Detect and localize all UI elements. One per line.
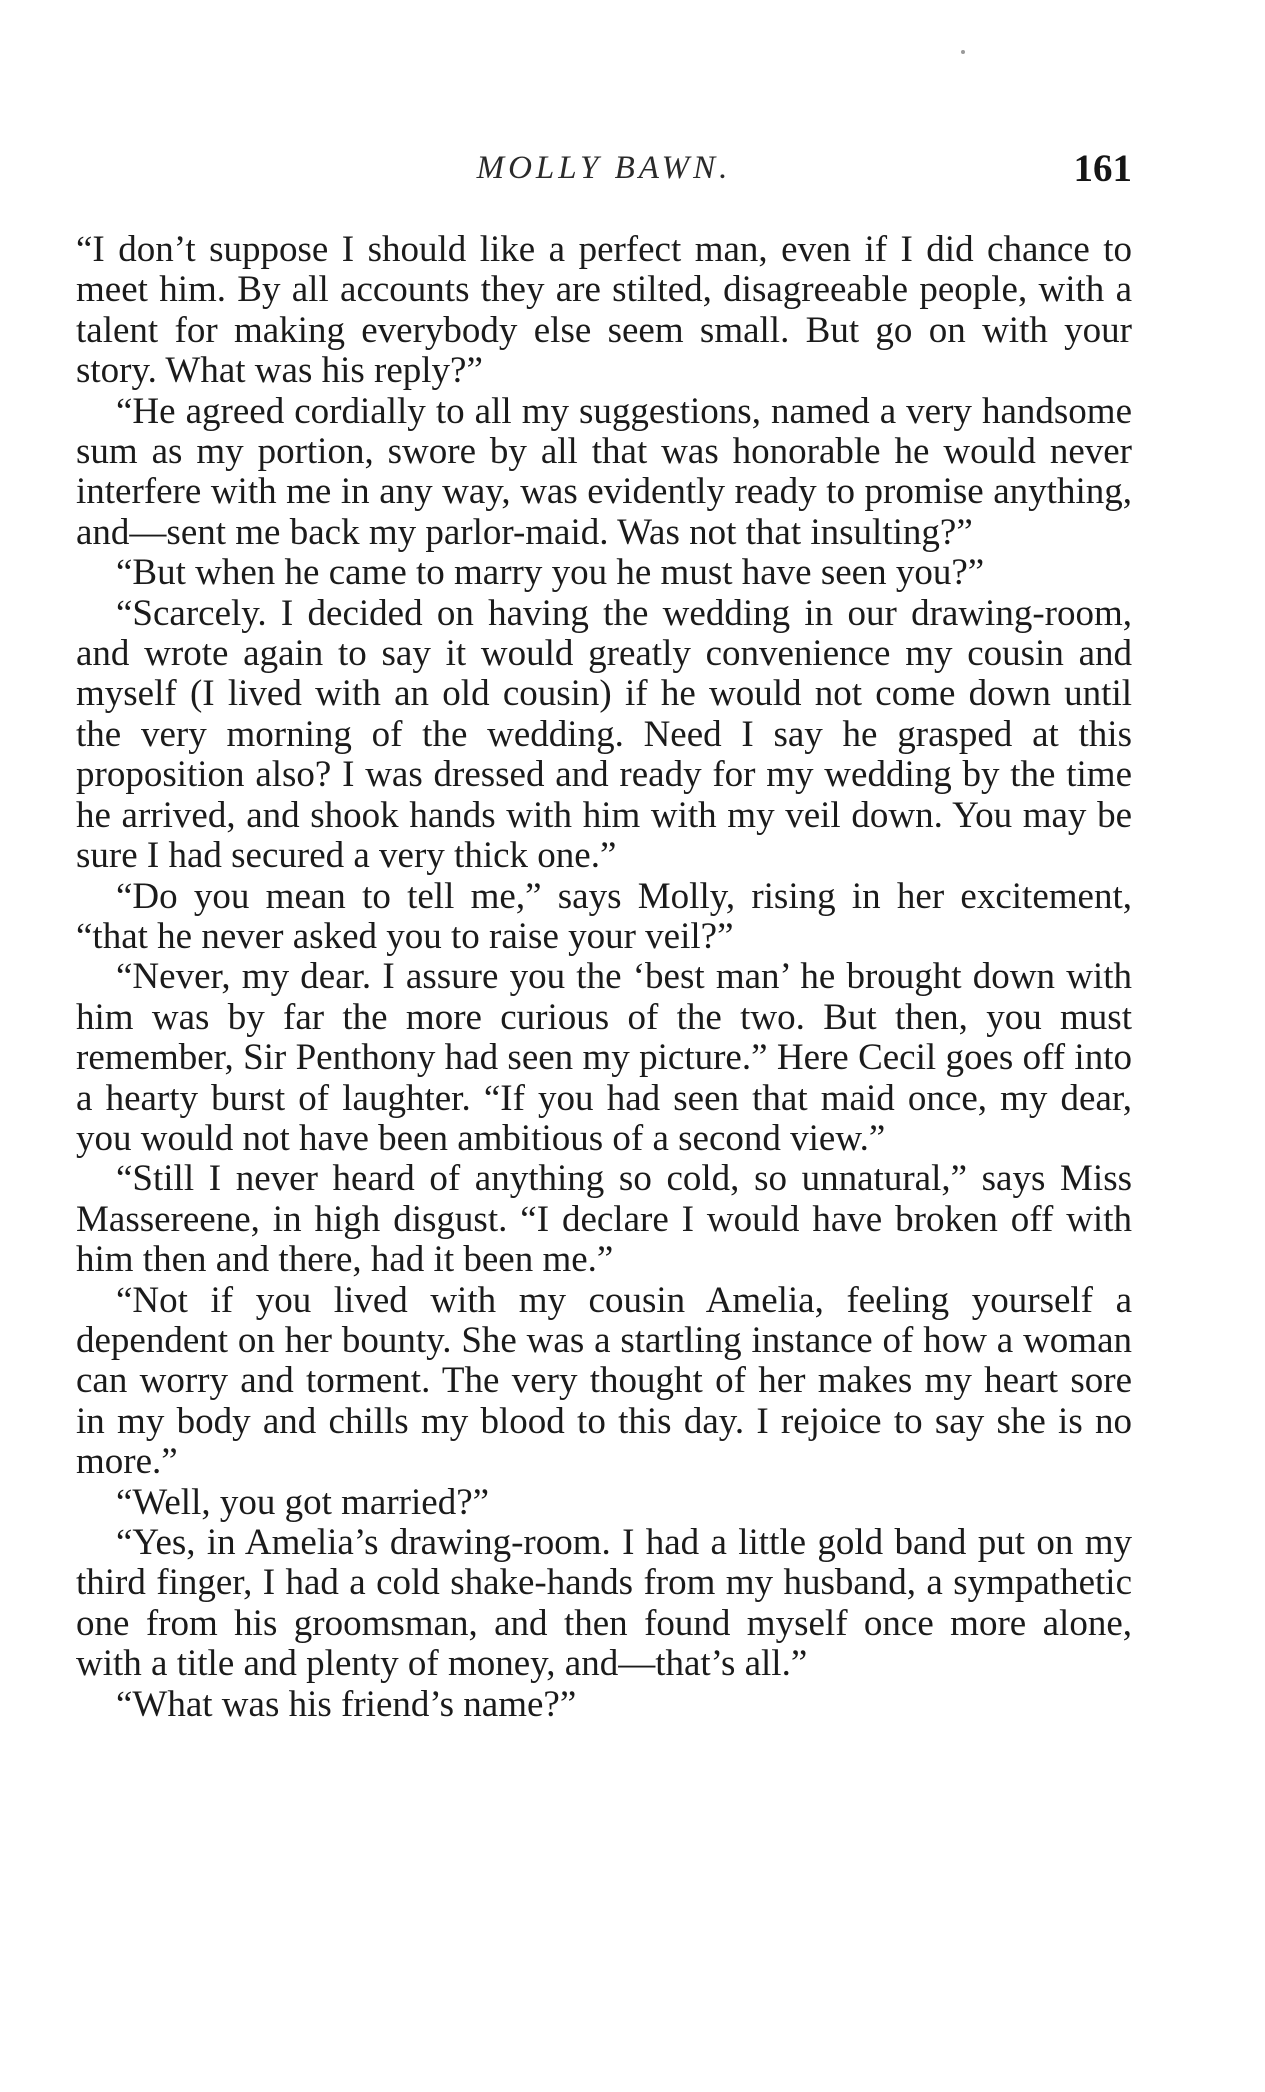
- paragraph: “I don’t suppose I should like a perfect man, even if I did chance to meet him. By all accounts they are stilted, disagreeable people, with a talent for making everybody else seem small. But go on with your story. What was his reply?”: [76, 229, 1132, 392]
- paragraph: “He agreed cordially to all my suggestions, named a very handsome sum as my portion, swore by all that was honorable he would never interfere with me in any way, was evidently ready to promise anything, and—sent me back my parlor-maid. Was not that insulting?”: [76, 390, 1132, 553]
- paragraph: “But when he came to marry you he must have seen you?”: [116, 552, 985, 594]
- paragraph: “Do you mean to tell me,” says Molly, rising in her excitement, “that he never asked you to raise your veil?”: [76, 875, 1132, 957]
- page-header: [76, 147, 1132, 200]
- page-speck: [961, 50, 965, 54]
- paragraph: “Not if you lived with my cousin Amelia, feeling yourself a dependent on her bounty. She was a startling instance of how a woman can worry and torment. The very thought of her makes my heart sore in my body and chills my blood to this day. I rejoice to say she is no more.”: [76, 1279, 1132, 1483]
- paragraph: “Scarcely. I decided on having the wedding in our drawing-room, and wrote again to say it would greatly convenience my cousin and myself (I lived with an old cousin) if he would not come down until the very morning of the wedding. Need I say he grasped at this proposition also? I was dressed and ready for my wedding by the time he arrived, and shook hands with him with my veil down. You may be sure I had secured a very thick one.”: [76, 592, 1132, 877]
- paragraph: “What was his friend’s name?”: [116, 1683, 577, 1725]
- page-number: 161: [1073, 147, 1132, 190]
- body-text: [76, 230, 1132, 1725]
- paragraph: “Still I never heard of anything so cold, so unnatural,” says Miss Massereene, in high disgust. “I declare I would have broken off with him then and there, had it been me.”: [76, 1158, 1132, 1281]
- paragraph: “Never, my dear. I assure you the ‘best man’ he brought down with him was by far the more curious of the two. But then, you must remember, Sir Penthony had seen my picture.” Here Cecil goes off into a hearty burst of laughter. “If you had seen that maid once, my dear, you would not have been ambitious of a second view.”: [76, 956, 1132, 1159]
- paragraph: “Yes, in Amelia’s drawing-room. I had a little gold band put on my third finger, I had a cold shake-hands from my husband, a sympathetic one from his groomsman, and then found myself once more alone, with a title and plenty of money, and—that’s all.”: [76, 1522, 1132, 1685]
- running-head: MOLLY BAWN.: [476, 150, 732, 186]
- paragraph: “Well, you got married?”: [116, 1481, 490, 1523]
